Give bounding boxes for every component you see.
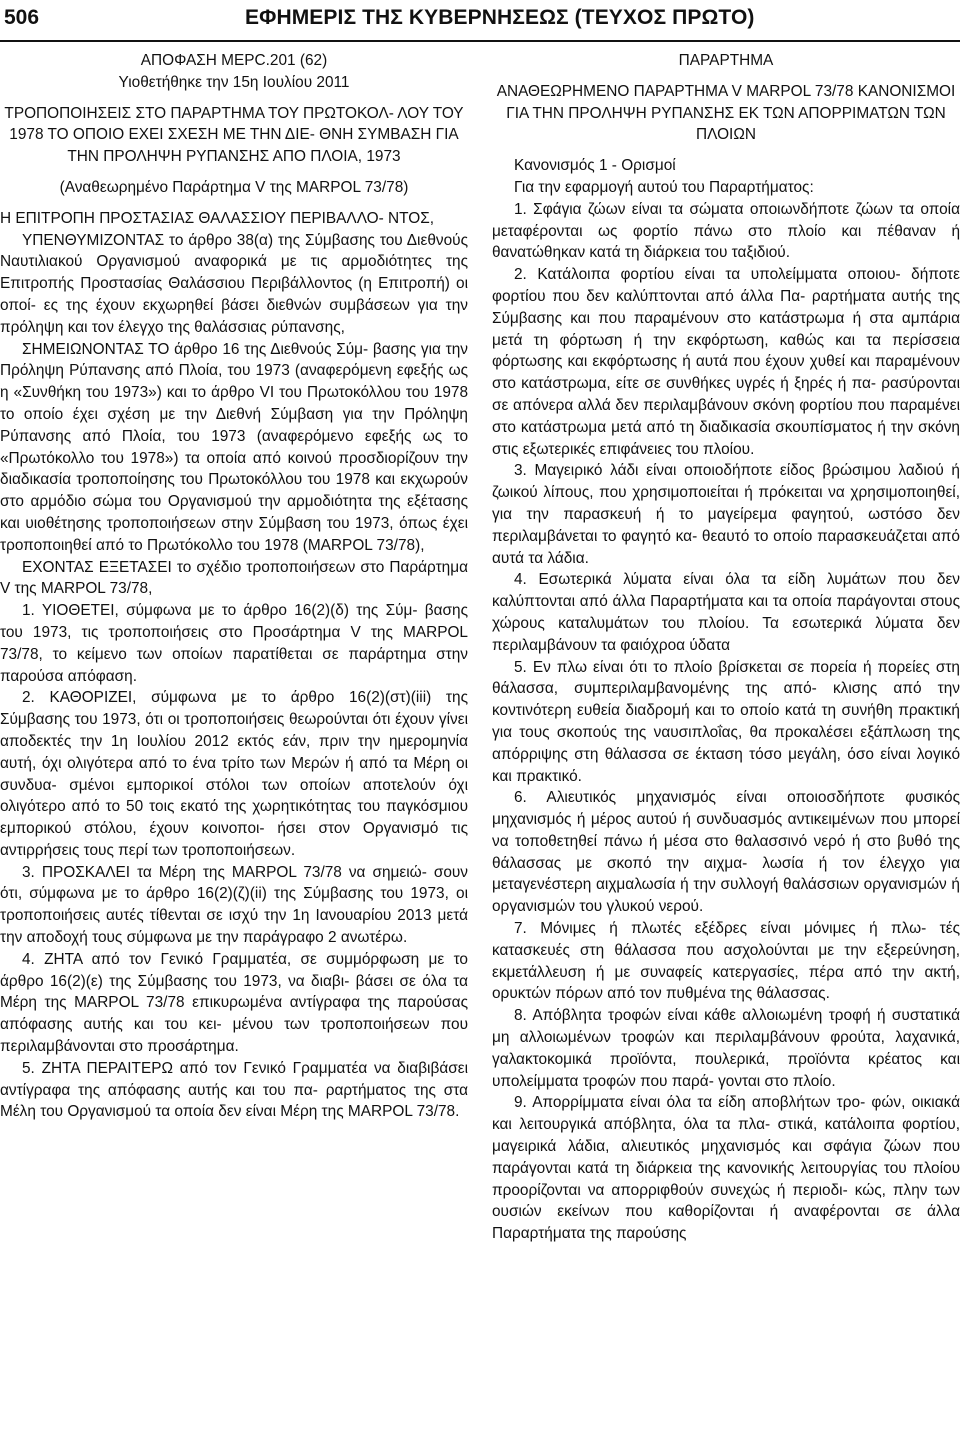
left-column (0, 50, 468, 1123)
recital-paragraph: ΕΧΟΝΤΑΣ ΕΞΕΤΑΣΕΙ το σχέδιο τροποποιήσεων στο Παράρτημα V της MARPOL 73/78, (0, 558, 468, 598)
right-column (492, 50, 960, 1245)
operative-paragraph: 4. ΖΗΤΑ από τον Γενικό Γραμματέα, σε συμμόρφωση με το άρθρο 16(2)(ε) της Σύμβασης του 1973, να διαβι- βάσει σε όλα τα Μέρη της MARPOL 73/78 επικυρωμένα αντίγραφα της παρούσας απόφασης αυτής και του κει- μένου των τροποποιήσεων που περιλαμβάνονται στο προσάρτημα. (0, 950, 468, 1056)
annex-subtitle: ΑΝΑΘΕΩΡΗΜΕΝΟ ΠΑΡΑΡΤΗΜΑ V MARPOL 73/78 ΚΑΝΟΝΙΣΜΟΙ ΓΙΑ ΤΗΝ ΠΡΟΛΗΨΗ ΡΥΠΑΝΣΗΣ ΕΚ ΤΩΝ ΑΠΟΡΡΙΜΑΤΩΝ ΤΩΝ ΠΛΟΙΩΝ (496, 82, 956, 144)
decision-subject: ΤΡΟΠΟΠΟΙΗΣΕΙΣ ΣΤΟ ΠΑΡΑΡΤΗΜΑ ΤΟΥ ΠΡΩΤΟΚΟΛ- ΛΟΥ ΤΟΥ 1978 ΤΟ ΟΠΟΙΟ ΕΧΕΙ ΣΧΕΣΗ ΜΕ ΤΗΝ ΔΙΕ- ΘΝΗ ΣΥΜΒΑΣΗ ΓΙΑ ΤΗΝ ΠΡΟΛΗΨΗ ΡΥΠΑΝΣΗΣ ΑΠΟ ΠΛΟΙΑ, 1973 (4, 104, 464, 166)
definition-paragraph: 3. Μαγειρικό λάδι είναι οποιοδήποτε είδος βρώσιμου λαδιού ή ζωικού λίπους, που χρησιμοποιείται ή πρόκειται να χρησιμοποιηθεί, για την παρασκευή ή το μαγείρεμα φαγητού, ωστόσο δεν περιλαμβάνεται το φαγητό κα- θεαυτό το οποίο παρασκευάζεται από αυτά τα λάδια. (492, 462, 960, 567)
definition-paragraph: 4. Εσωτερικά λύματα είναι όλα τα είδη λυμάτων που δεν καλύπτονται από άλλα Παραρτήματα και τα οποία παράγονται στους χώρους καταλυμάτων του πλοίου. Τα εσωτερικά λύματα δεν περιλαμβάνουν τα φαιόχροα ύδατα (492, 571, 960, 654)
page-number: 506 (4, 6, 40, 29)
operative-paragraph: 5. ΖΗΤΑ ΠΕΡΑΙΤΕΡΩ από τον Γενικό Γραμματέα να διαβιβάσει αντίγραφα της απόφασης αυτής και του πα- ραρτήματος της στα Μέλη του Οργανισμού τα οποία δεν είναι Μέρη της MARPOL 73/78. (0, 1059, 468, 1121)
regulation-heading: Κανονισμός 1 - Ορισμοί (514, 157, 676, 175)
definition-paragraph: 2. Κατάλοιπα φορτίου είναι τα υπολείμματα οποιου- δήποτε φορτίου που δεν καλύπτονται από άλλα Πα- ραρτήματα αυτής της Σύμβασης και που παραμένουν στο κατάστρωμα ή στα αμπάρια μετά τη φόρτωση ή την εκφόρτωση, καθώς και τα περίσσεια φόρτωσης και εκφόρτωσης ή αυτά που έχουν χυθεί και παραμένουν στο κατάστρωμα, είτε σε συνθήκες υγρές ή ξηρές ή πα- ρασύρονται σε απόνερα αλλά δεν περιλαμβάνουν σκόνη φορτίου που παραμένει στο κατάστρωμα μετά από τη διαδικασία σκουπίσματος ή την σκόνη στις εξωτερικές επιφάνειες του πλοίου. (492, 266, 960, 458)
definition-paragraph: 8. Απόβλητα τροφών είναι κάθε αλλοιωμένη τροφή ή συστατικά μη αλλοιωμένων τροφών και περιλαμβάνουν φρούτα, λαχανικά, γαλακτοκομικά προϊόντα, πουλερικά, προϊόντα κρέατος και υπολείμματα τροφών που παρά- γονται στο πλοίο. (492, 1007, 960, 1090)
operative-paragraph: 1. ΥΙΟΘΕΤΕΙ, σύμφωνα με το άρθρο 16(2)(δ) της Σύμ- βασης του 1973, τις τροποποιήσεις στο Προσάρτημα V της MARPOL 73/78, το κείμενο των οποίων παρατίθεται σε παράρτημα στην παρούσα απόφαση. (0, 602, 468, 685)
operative-paragraph: 3. ΠΡΟΣΚΑΛΕΙ τα Μέρη της MARPOL 73/78 να σημειώ- σουν ότι, σύμφωνα με το άρθρο 16(2)(ζ)(ii) της Σύμβασης του 1973, οι τροποποιήσεις αυτές τίθενται σε ισχύ την 1η Ιανουαρίου 2013 μετά την αποδοχή τους σύμφωνα με την παράγραφο 2 ανωτέρω. (0, 863, 468, 947)
definition-paragraph: 9. Απορρίμματα είναι όλα τα είδη αποβλήτων τρο- φών, οικιακά και λειτουργικά απόβλητα, όλα τα πλα- στικά, κατάλοιπα φορτίου, μαγειρικά λάδια, αλιευτικός μηχανισμός και σφάγια ζώων που παράγονται κατά τη διάρκεια της κανονικής λειτουργίας του πλοίου προορίζονται να απορριφθούν συνεχώς ή περιοδι- κώς, πλην των ουσιών εκείνων που καθορίζονται ή αναφέρονται σε άλλα Παραρτήματα της παρούσης (492, 1094, 960, 1243)
operative-paragraph: 2. ΚΑΘΟΡΙΖΕΙ, σύμφωνα με το άρθρο 16(2)(στ)(iii) της Σύμβασης του 1973, ότι οι τροποποιήσεις θεωρούνται ότι έχουν γίνει αποδεκτές την 1η Ιουλίου 2012 εκτός εάν, πριν την ημερομηνία αυτή, όχι ολιγότερα από το ένα τρίτο των Μερών ή από τα Μέρη οι συνδυα- σμένοι εμπορικοί στόλοι των οποίων αποτελούν όχι ολιγότερο από το 50 τοις εκατό της χωρητικότητας του παγκόσμιου εμπορικού στόλου, έχουν κοινοποι- ήσει στον Οργανισμό τις αντιρρήσεις τους περί των τροποποιήσεων. (0, 689, 468, 859)
definition-paragraph: 7. Μόνιμες ή πλωτές εξέδρες είναι μόνιμες ή πλω- τές κατασκευές στη θάλασσα που ασχολούνται με την εξερεύνηση, εκμετάλλευση ή με συναφείς κατεργασίες, πέρα από την ακτή, ορυκτών πόρων από τον πυθμένα της θάλασσας. (492, 920, 960, 1003)
recital-paragraph: ΣΗΜΕΙΩΝΟΝΤΑΣ ΤΟ άρθρο 16 της Διεθνούς Σύμ- βασης για την Πρόληψη Ρύπανσης από Πλοία, του 1973 (αναφερόμενη εφεξής ως η «Συνθήκη του 1973») και το άρθρο VI του Πρωτοκόλλου του 1978 το οποίο έχει σχέση με την Διεθνή Σύμβαση για την Πρόληψη Ρύπανσης από Πλοία, του 1973 (αναφερόμενο εφεξής ως το «Πρωτόκολλο του 1978») τα οποία από κοινού προσδιορίζουν την διαδικασία τροποποίησης του Πρωτοκόλλου του 1978 και εκχωρούν στο αρμόδιο σώμα του Οργανισμού την αρμοδιότητα της εξέτασης και υιοθέτησης τροποποιήσεων στην Σύμβαση του 1973, όπως έχει τροποποιηθεί από το Πρωτόκολλο του 1978 (MARPOL 73/78), (0, 340, 468, 554)
definition-paragraph: 1. Σφάγια ζώων είναι τα σώματα οποιωνδήποτε ζώων τα οποία μεταφέρονται ως φορτίο πάνω στο πλοίο και πέθαναν ή θανατώθηκαν κατά τη διάρκεια του ταξιδιού. (492, 200, 960, 262)
adoption-date: Υιοθετήθηκε την 15η Ιουλίου 2011 (118, 73, 350, 91)
definition-paragraph: 5. Εν πλω είναι ότι το πλοίο βρίσκεται σε πορεία ή πορείες στη θάλασσα, συμπεριλαμβανομένης της από- κλισης από την κοντινότερη ευθεία διαδρομή και το οποίο κατά τη συνήθη πρακτική για τους σκοπούς της ναυσιπλοΐας, θα προκαλέσει εξάπλωση της απόρριψης στη θάλασσα σε έκταση τόσο μεγάλη, όσο είναι λογικό και πρακτικό. (492, 658, 960, 785)
page-header (0, 0, 960, 42)
journal-title: ΕΦΗΜΕΡΙΣ ΤΗΣ ΚΥΒΕΡΝΗΣΕΩΣ (ΤΕΥΧΟΣ ΠΡΩΤΟ) (245, 6, 755, 29)
annex-title: ΠΑΡΑΡΤΗΜΑ (678, 52, 774, 69)
decision-subtitle: (Αναθεωρημένο Παράρτημα V της MARPOL 73/78) (59, 178, 409, 196)
committee-heading: Η ΕΠΙΤΡΟΠΗ ΠΡΟΣΤΑΣΙΑΣ ΘΑΛΑΣΣΙΟΥ ΠΕΡΙΒΑΛΛΟ- ΝΤΟΣ, (0, 209, 435, 227)
decision-title: ΑΠΟΦΑΣΗ ΜΕΡC.201 (62) (140, 52, 328, 69)
recital-paragraph: ΥΠΕΝΘΥΜΙΖΟΝΤΑΣ το άρθρο 38(α) της Σύμβασης του Διεθνούς Ναυτιλιακού Οργανισμού αναφορικά με τις αρμοδιότητες της Επιτροπής Προστασίας Θαλάσσιου Περιβάλλοντος (η Επιτροπή) οι οποί- ες της έχουν εκχωρηθεί βάσει διεθνών συμβάσεων για την πρόληψη και τον έλεγχο της θαλάσσιας ρύπανσης, (0, 231, 468, 336)
definition-paragraph: 6. Αλιευτικός μηχανισμός είναι οποιοσδήποτε φυσικός μηχανισμός ή μέρος αυτού ή συνδυασμός αντικειμένων που μπορεί να τοποθετηθεί πάνω ή μέσα στο θαλασσινό νερό ή στο βυθό της θάλασσας με σκοπό την αιχμα- λωσία ή τον έλεγχο για μεταγενέστερη αιχμαλωσία ή την συλλογή θαλάσσιων οργανισμών ή οργανισμών του γλυκού νερού. (492, 789, 960, 916)
definitions-intro: Για την εφαρμογή αυτού του Παραρτήματος: (514, 178, 814, 196)
